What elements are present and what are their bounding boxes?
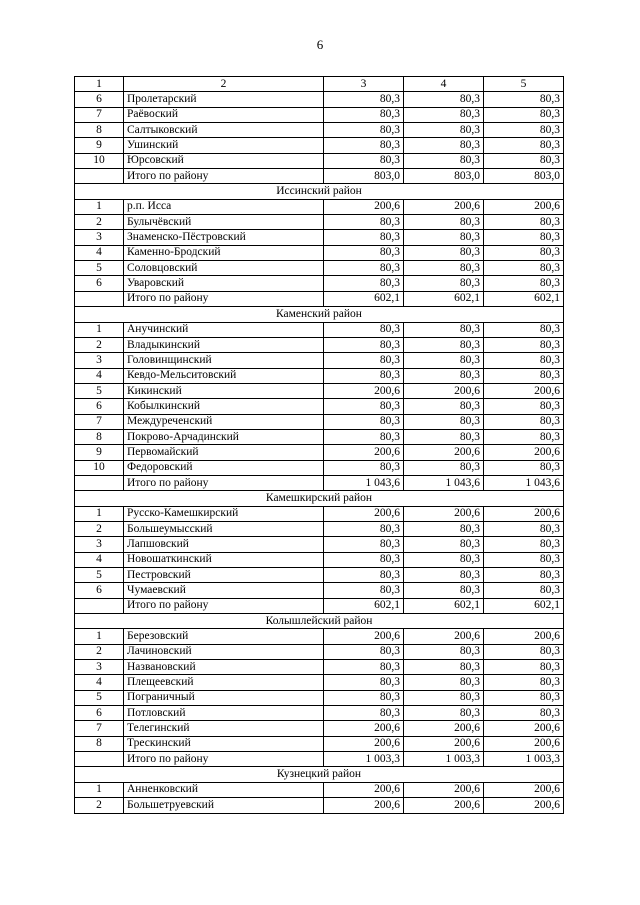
value-col-4: 80,3 bbox=[404, 660, 484, 675]
section-header-row bbox=[75, 491, 564, 506]
settlement-name: Новошаткинский bbox=[124, 552, 324, 567]
value-col-4: 80,3 bbox=[404, 261, 484, 276]
value-col-3: 80,3 bbox=[324, 521, 404, 536]
value-col-4: 80,3 bbox=[404, 706, 484, 721]
value-col-3: 200,6 bbox=[324, 506, 404, 521]
row-number: 6 bbox=[75, 706, 124, 721]
row-number: 7 bbox=[75, 107, 124, 122]
value-col-5: 80,3 bbox=[484, 521, 564, 536]
value-col-3: 80,3 bbox=[324, 460, 404, 475]
value-col-4: 80,3 bbox=[404, 690, 484, 705]
value-col-4: 1 003,3 bbox=[404, 752, 484, 767]
value-col-5: 80,3 bbox=[484, 675, 564, 690]
table-row bbox=[75, 123, 564, 138]
value-col-4: 80,3 bbox=[404, 245, 484, 260]
value-col-3: 80,3 bbox=[324, 552, 404, 567]
value-col-5: 80,3 bbox=[484, 337, 564, 352]
value-col-5: 602,1 bbox=[484, 291, 564, 306]
row-number: 2 bbox=[75, 798, 124, 813]
table-row bbox=[75, 215, 564, 230]
district-title: Колышлейский район bbox=[75, 614, 564, 629]
value-col-3: 1 003,3 bbox=[324, 752, 404, 767]
value-col-5: 80,3 bbox=[484, 368, 564, 383]
row-number: 5 bbox=[75, 383, 124, 398]
value-col-5: 80,3 bbox=[484, 644, 564, 659]
value-col-3: 80,3 bbox=[324, 414, 404, 429]
value-col-4: 80,3 bbox=[404, 92, 484, 107]
value-col-4: 80,3 bbox=[404, 215, 484, 230]
row-number: 10 bbox=[75, 460, 124, 475]
row-number: 8 bbox=[75, 429, 124, 444]
value-col-3: 200,6 bbox=[324, 798, 404, 813]
settlement-name: Анучинский bbox=[124, 322, 324, 337]
value-col-3: 80,3 bbox=[324, 399, 404, 414]
settlement-name: Итого по району bbox=[124, 169, 324, 184]
settlement-name: р.п. Исса bbox=[124, 199, 324, 214]
value-col-4: 200,6 bbox=[404, 798, 484, 813]
section-header-row bbox=[75, 307, 564, 322]
row-number bbox=[75, 291, 124, 306]
settlement-name: Знаменско-Пёстровский bbox=[124, 230, 324, 245]
settlement-name: Первомайский bbox=[124, 445, 324, 460]
allocation-table bbox=[74, 76, 564, 814]
value-col-3: 80,3 bbox=[324, 215, 404, 230]
value-col-5: 80,3 bbox=[484, 245, 564, 260]
value-col-3: 80,3 bbox=[324, 261, 404, 276]
row-number: 6 bbox=[75, 276, 124, 291]
value-col-5: 80,3 bbox=[484, 261, 564, 276]
value-col-4: 602,1 bbox=[404, 598, 484, 613]
value-col-3: 80,3 bbox=[324, 706, 404, 721]
district-title: Иссинский район bbox=[75, 184, 564, 199]
value-col-3: 200,6 bbox=[324, 782, 404, 797]
table-row bbox=[75, 245, 564, 260]
section-header-row bbox=[75, 614, 564, 629]
table-row bbox=[75, 568, 564, 583]
value-col-4: 80,3 bbox=[404, 353, 484, 368]
settlement-name: Итого по району bbox=[124, 598, 324, 613]
row-number: 6 bbox=[75, 399, 124, 414]
table-row bbox=[75, 261, 564, 276]
row-number bbox=[75, 752, 124, 767]
row-number: 6 bbox=[75, 583, 124, 598]
row-number bbox=[75, 475, 124, 490]
settlement-name: Ушинский bbox=[124, 138, 324, 153]
value-col-4: 200,6 bbox=[404, 721, 484, 736]
value-col-3: 602,1 bbox=[324, 598, 404, 613]
settlement-name: Владыкинский bbox=[124, 337, 324, 352]
settlement-name: Анненковский bbox=[124, 782, 324, 797]
value-col-4: 803,0 bbox=[404, 169, 484, 184]
value-col-4: 80,3 bbox=[404, 399, 484, 414]
table-row bbox=[75, 414, 564, 429]
table-row bbox=[75, 368, 564, 383]
value-col-4: 80,3 bbox=[404, 414, 484, 429]
district-total-row bbox=[75, 752, 564, 767]
value-col-3: 80,3 bbox=[324, 660, 404, 675]
value-col-5: 200,6 bbox=[484, 199, 564, 214]
value-col-3: 80,3 bbox=[324, 644, 404, 659]
value-col-3: 80,3 bbox=[324, 107, 404, 122]
row-number: 8 bbox=[75, 736, 124, 751]
value-col-5: 80,3 bbox=[484, 399, 564, 414]
value-col-3: 80,3 bbox=[324, 368, 404, 383]
value-col-3: 80,3 bbox=[324, 230, 404, 245]
value-col-5: 80,3 bbox=[484, 153, 564, 168]
value-col-4: 80,3 bbox=[404, 107, 484, 122]
value-col-3: 200,6 bbox=[324, 629, 404, 644]
header-cell-2: 2 bbox=[124, 77, 324, 92]
value-col-4: 80,3 bbox=[404, 368, 484, 383]
table-row bbox=[75, 353, 564, 368]
row-number: 2 bbox=[75, 215, 124, 230]
table-row bbox=[75, 337, 564, 352]
district-title: Камешкирский район bbox=[75, 491, 564, 506]
value-col-5: 200,6 bbox=[484, 383, 564, 398]
value-col-5: 80,3 bbox=[484, 690, 564, 705]
value-col-5: 803,0 bbox=[484, 169, 564, 184]
header-cell-4: 4 bbox=[404, 77, 484, 92]
value-col-4: 80,3 bbox=[404, 552, 484, 567]
value-col-4: 80,3 bbox=[404, 675, 484, 690]
table-row bbox=[75, 706, 564, 721]
row-number: 1 bbox=[75, 506, 124, 521]
value-col-5: 80,3 bbox=[484, 92, 564, 107]
row-number: 4 bbox=[75, 675, 124, 690]
page-number: 6 bbox=[316, 37, 324, 52]
value-col-4: 80,3 bbox=[404, 644, 484, 659]
row-number bbox=[75, 598, 124, 613]
value-col-5: 200,6 bbox=[484, 629, 564, 644]
table-row bbox=[75, 552, 564, 567]
value-col-4: 200,6 bbox=[404, 506, 484, 521]
table-row bbox=[75, 322, 564, 337]
value-col-5: 80,3 bbox=[484, 429, 564, 444]
row-number: 5 bbox=[75, 261, 124, 276]
value-col-5: 80,3 bbox=[484, 660, 564, 675]
table-row bbox=[75, 445, 564, 460]
settlement-name: Пестровский bbox=[124, 568, 324, 583]
table-row bbox=[75, 153, 564, 168]
row-number: 4 bbox=[75, 368, 124, 383]
value-col-3: 200,6 bbox=[324, 383, 404, 398]
row-number: 6 bbox=[75, 92, 124, 107]
row-number: 3 bbox=[75, 660, 124, 675]
value-col-5: 80,3 bbox=[484, 276, 564, 291]
value-col-3: 80,3 bbox=[324, 583, 404, 598]
value-col-4: 80,3 bbox=[404, 123, 484, 138]
value-col-3: 200,6 bbox=[324, 445, 404, 460]
settlement-name: Кобылкинский bbox=[124, 399, 324, 414]
value-col-3: 80,3 bbox=[324, 690, 404, 705]
table-row bbox=[75, 537, 564, 552]
row-number: 4 bbox=[75, 245, 124, 260]
settlement-name: Лапшовский bbox=[124, 537, 324, 552]
table-row bbox=[75, 782, 564, 797]
value-col-4: 80,3 bbox=[404, 322, 484, 337]
table-row bbox=[75, 138, 564, 153]
value-col-3: 1 043,6 bbox=[324, 475, 404, 490]
value-col-5: 80,3 bbox=[484, 107, 564, 122]
settlement-name: Плещеевский bbox=[124, 675, 324, 690]
row-number: 2 bbox=[75, 337, 124, 352]
value-col-5: 80,3 bbox=[484, 706, 564, 721]
table-row bbox=[75, 675, 564, 690]
row-number: 7 bbox=[75, 721, 124, 736]
value-col-4: 200,6 bbox=[404, 383, 484, 398]
value-col-4: 80,3 bbox=[404, 521, 484, 536]
settlement-name: Березовский bbox=[124, 629, 324, 644]
row-number: 3 bbox=[75, 353, 124, 368]
value-col-4: 200,6 bbox=[404, 445, 484, 460]
row-number: 1 bbox=[75, 322, 124, 337]
settlement-name: Раёвоский bbox=[124, 107, 324, 122]
value-col-4: 602,1 bbox=[404, 291, 484, 306]
table-row bbox=[75, 199, 564, 214]
table-row bbox=[75, 629, 564, 644]
value-col-4: 80,3 bbox=[404, 276, 484, 291]
value-col-5: 200,6 bbox=[484, 736, 564, 751]
settlement-name: Юрсовский bbox=[124, 153, 324, 168]
settlement-name: Итого по району bbox=[124, 291, 324, 306]
table-row bbox=[75, 230, 564, 245]
row-number: 8 bbox=[75, 123, 124, 138]
value-col-3: 80,3 bbox=[324, 353, 404, 368]
value-col-3: 80,3 bbox=[324, 429, 404, 444]
settlement-name: Названовский bbox=[124, 660, 324, 675]
settlement-name: Итого по району bbox=[124, 475, 324, 490]
value-col-5: 80,3 bbox=[484, 322, 564, 337]
settlement-name: Итого по району bbox=[124, 752, 324, 767]
table-row bbox=[75, 107, 564, 122]
settlement-name: Кикинский bbox=[124, 383, 324, 398]
value-col-5: 200,6 bbox=[484, 445, 564, 460]
value-col-4: 80,3 bbox=[404, 429, 484, 444]
table-row bbox=[75, 92, 564, 107]
table-row bbox=[75, 736, 564, 751]
value-col-3: 80,3 bbox=[324, 92, 404, 107]
settlement-name: Пограничный bbox=[124, 690, 324, 705]
row-number bbox=[75, 169, 124, 184]
row-number: 5 bbox=[75, 690, 124, 705]
settlement-name: Чумаевский bbox=[124, 583, 324, 598]
row-number: 2 bbox=[75, 521, 124, 536]
row-number: 7 bbox=[75, 414, 124, 429]
header-cell-3: 3 bbox=[324, 77, 404, 92]
header-cell-5: 5 bbox=[484, 77, 564, 92]
value-col-4: 80,3 bbox=[404, 153, 484, 168]
value-col-3: 80,3 bbox=[324, 337, 404, 352]
value-col-3: 80,3 bbox=[324, 123, 404, 138]
table-row bbox=[75, 690, 564, 705]
value-col-5: 200,6 bbox=[484, 782, 564, 797]
table-row bbox=[75, 429, 564, 444]
row-number: 1 bbox=[75, 199, 124, 214]
value-col-4: 200,6 bbox=[404, 782, 484, 797]
section-header-row bbox=[75, 184, 564, 199]
settlement-name: Телегинский bbox=[124, 721, 324, 736]
row-number: 1 bbox=[75, 782, 124, 797]
district-title: Каменский район bbox=[75, 307, 564, 322]
value-col-4: 200,6 bbox=[404, 199, 484, 214]
district-total-row bbox=[75, 169, 564, 184]
row-number: 9 bbox=[75, 445, 124, 460]
value-col-3: 80,3 bbox=[324, 276, 404, 291]
value-col-5: 80,3 bbox=[484, 215, 564, 230]
settlement-name: Кевдо-Мельситовский bbox=[124, 368, 324, 383]
value-col-4: 80,3 bbox=[404, 460, 484, 475]
row-number: 10 bbox=[75, 153, 124, 168]
district-title: Кузнецкий район bbox=[75, 767, 564, 782]
row-number: 3 bbox=[75, 537, 124, 552]
value-col-4: 80,3 bbox=[404, 138, 484, 153]
settlement-name: Русско-Камешкирский bbox=[124, 506, 324, 521]
value-col-5: 200,6 bbox=[484, 506, 564, 521]
settlement-name: Булычёвский bbox=[124, 215, 324, 230]
row-number: 2 bbox=[75, 644, 124, 659]
district-total-row bbox=[75, 291, 564, 306]
value-col-3: 200,6 bbox=[324, 736, 404, 751]
value-col-5: 80,3 bbox=[484, 123, 564, 138]
settlement-name: Пролетарский bbox=[124, 92, 324, 107]
value-col-4: 200,6 bbox=[404, 736, 484, 751]
value-col-5: 80,3 bbox=[484, 414, 564, 429]
value-col-3: 200,6 bbox=[324, 721, 404, 736]
settlement-name: Уваровский bbox=[124, 276, 324, 291]
settlement-name: Головинщинский bbox=[124, 353, 324, 368]
table-body bbox=[75, 77, 564, 814]
table-row bbox=[75, 460, 564, 475]
table-row bbox=[75, 644, 564, 659]
value-col-5: 1 003,3 bbox=[484, 752, 564, 767]
value-col-5: 1 043,6 bbox=[484, 475, 564, 490]
row-number: 3 bbox=[75, 230, 124, 245]
value-col-4: 80,3 bbox=[404, 537, 484, 552]
value-col-4: 200,6 bbox=[404, 629, 484, 644]
table-row bbox=[75, 583, 564, 598]
row-number: 1 bbox=[75, 629, 124, 644]
settlement-name: Покрово-Арчадинский bbox=[124, 429, 324, 444]
settlement-name: Каменно-Бродский bbox=[124, 245, 324, 260]
value-col-3: 602,1 bbox=[324, 291, 404, 306]
value-col-3: 80,3 bbox=[324, 322, 404, 337]
value-col-5: 80,3 bbox=[484, 537, 564, 552]
settlement-name: Трескинский bbox=[124, 736, 324, 751]
value-col-5: 200,6 bbox=[484, 721, 564, 736]
header-row bbox=[75, 77, 564, 92]
row-number: 9 bbox=[75, 138, 124, 153]
table-row bbox=[75, 521, 564, 536]
settlement-name: Потловский bbox=[124, 706, 324, 721]
district-total-row bbox=[75, 598, 564, 613]
value-col-3: 803,0 bbox=[324, 169, 404, 184]
value-col-5: 602,1 bbox=[484, 598, 564, 613]
value-col-5: 80,3 bbox=[484, 552, 564, 567]
value-col-3: 80,3 bbox=[324, 138, 404, 153]
value-col-4: 1 043,6 bbox=[404, 475, 484, 490]
settlement-name: Соловцовский bbox=[124, 261, 324, 276]
value-col-5: 80,3 bbox=[484, 568, 564, 583]
table-row bbox=[75, 721, 564, 736]
settlement-name: Большеумысский bbox=[124, 521, 324, 536]
settlement-name: Федоровский bbox=[124, 460, 324, 475]
value-col-5: 200,6 bbox=[484, 798, 564, 813]
row-number: 5 bbox=[75, 568, 124, 583]
value-col-3: 80,3 bbox=[324, 245, 404, 260]
value-col-3: 200,6 bbox=[324, 199, 404, 214]
settlement-name: Лачиновский bbox=[124, 644, 324, 659]
value-col-5: 80,3 bbox=[484, 353, 564, 368]
value-col-5: 80,3 bbox=[484, 460, 564, 475]
table-row bbox=[75, 798, 564, 813]
value-col-5: 80,3 bbox=[484, 230, 564, 245]
value-col-3: 80,3 bbox=[324, 675, 404, 690]
value-col-4: 80,3 bbox=[404, 568, 484, 583]
table-row bbox=[75, 660, 564, 675]
table-row bbox=[75, 506, 564, 521]
settlement-name: Большетруевский bbox=[124, 798, 324, 813]
district-total-row bbox=[75, 475, 564, 490]
value-col-4: 80,3 bbox=[404, 230, 484, 245]
value-col-3: 80,3 bbox=[324, 537, 404, 552]
table-row bbox=[75, 399, 564, 414]
header-cell-1: 1 bbox=[75, 77, 124, 92]
settlement-name: Салтыковский bbox=[124, 123, 324, 138]
settlement-name: Междуреченский bbox=[124, 414, 324, 429]
row-number: 4 bbox=[75, 552, 124, 567]
value-col-5: 80,3 bbox=[484, 138, 564, 153]
value-col-3: 80,3 bbox=[324, 153, 404, 168]
value-col-5: 80,3 bbox=[484, 583, 564, 598]
table-row bbox=[75, 383, 564, 398]
section-header-row bbox=[75, 767, 564, 782]
table-row bbox=[75, 276, 564, 291]
value-col-3: 80,3 bbox=[324, 568, 404, 583]
value-col-4: 80,3 bbox=[404, 583, 484, 598]
value-col-4: 80,3 bbox=[404, 337, 484, 352]
